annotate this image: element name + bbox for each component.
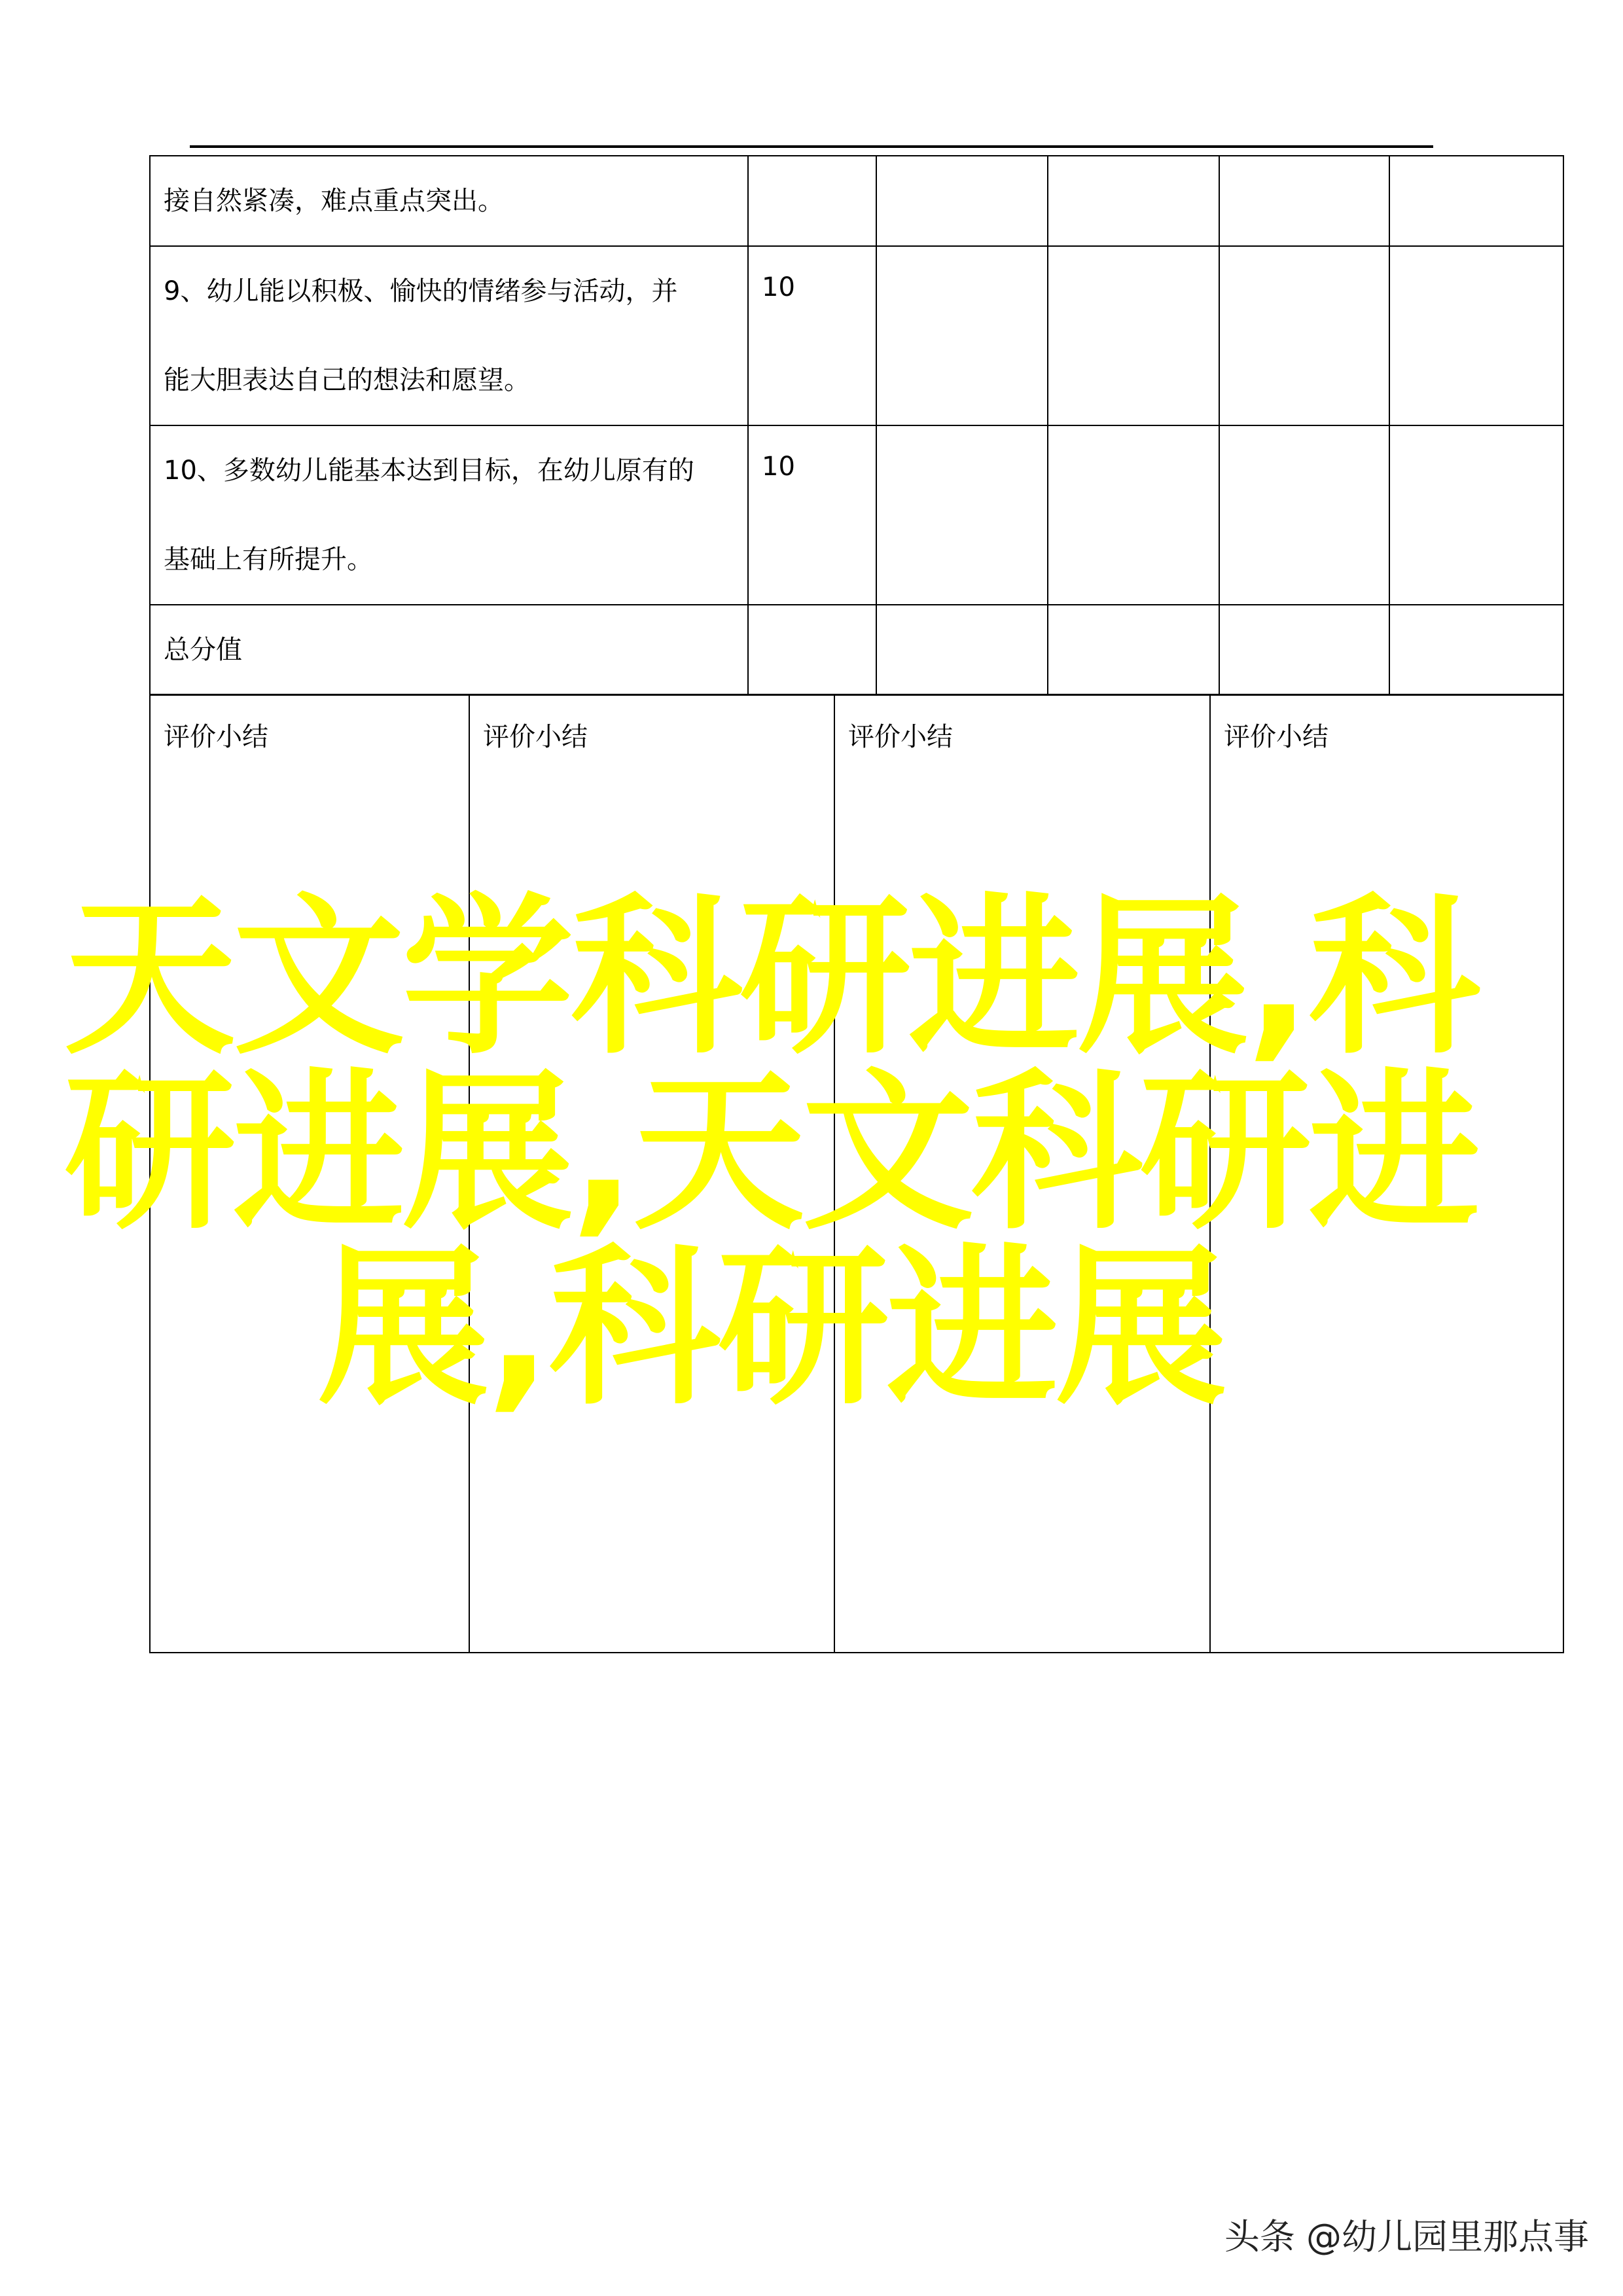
- empty-cell: [1389, 246, 1563, 425]
- score-cell: [748, 156, 876, 246]
- empty-cell: [1048, 246, 1219, 425]
- top-rule: [190, 145, 1433, 148]
- criterion-text: 能大胆表达自己的想法和愿望。: [164, 365, 530, 395]
- criterion-text: 基础上有所提升。: [164, 545, 373, 575]
- criterion-cell: [150, 425, 748, 605]
- empty-cell: [1048, 156, 1219, 246]
- empty-cell: [1219, 605, 1389, 695]
- empty-cell: [1219, 156, 1389, 246]
- empty-cell: [1048, 605, 1219, 695]
- empty-cell: [876, 156, 1048, 246]
- table-row: [150, 605, 1563, 695]
- overlay-headline: 天文学科研进展,科研进展,天文科研进展,科研进展: [64, 878, 1478, 1428]
- total-score-label: 总分值: [164, 635, 242, 665]
- summary-cell: 评价小结: [1210, 694, 1563, 1653]
- empty-cell: [1389, 425, 1563, 605]
- criterion-cell: [150, 605, 748, 695]
- empty-cell: [1389, 605, 1563, 695]
- empty-cell: [876, 425, 1048, 605]
- score-cell: [748, 605, 876, 695]
- criterion-text: 9、幼儿能以积极、愉快的情绪参与活动，并: [164, 276, 678, 306]
- empty-cell: [1219, 425, 1389, 605]
- empty-cell: [1219, 246, 1389, 425]
- criterion-cell: [150, 156, 748, 246]
- summary-cell: 评价小结: [469, 694, 834, 1653]
- empty-cell: [876, 246, 1048, 425]
- criterion-cell: [150, 246, 748, 425]
- summary-cell: 评价小结: [834, 694, 1210, 1653]
- table-row: [150, 246, 1563, 425]
- score-cell: 10: [748, 246, 876, 425]
- criterion-text: 10、多数幼儿能基本达到目标，在幼儿原有的: [164, 456, 694, 486]
- watermark: 头条 @幼儿园里那点事: [1224, 2216, 1589, 2257]
- summary-cell: 评价小结: [150, 694, 469, 1653]
- criterion-text: 接自然紧凑，难点重点突出。: [164, 186, 504, 216]
- empty-cell: [1389, 156, 1563, 246]
- table-row: [150, 425, 1563, 605]
- empty-cell: [876, 605, 1048, 695]
- table-row: [150, 156, 1563, 246]
- empty-cell: [1048, 425, 1219, 605]
- evaluation-table: [149, 155, 1564, 696]
- score-cell: 10: [748, 425, 876, 605]
